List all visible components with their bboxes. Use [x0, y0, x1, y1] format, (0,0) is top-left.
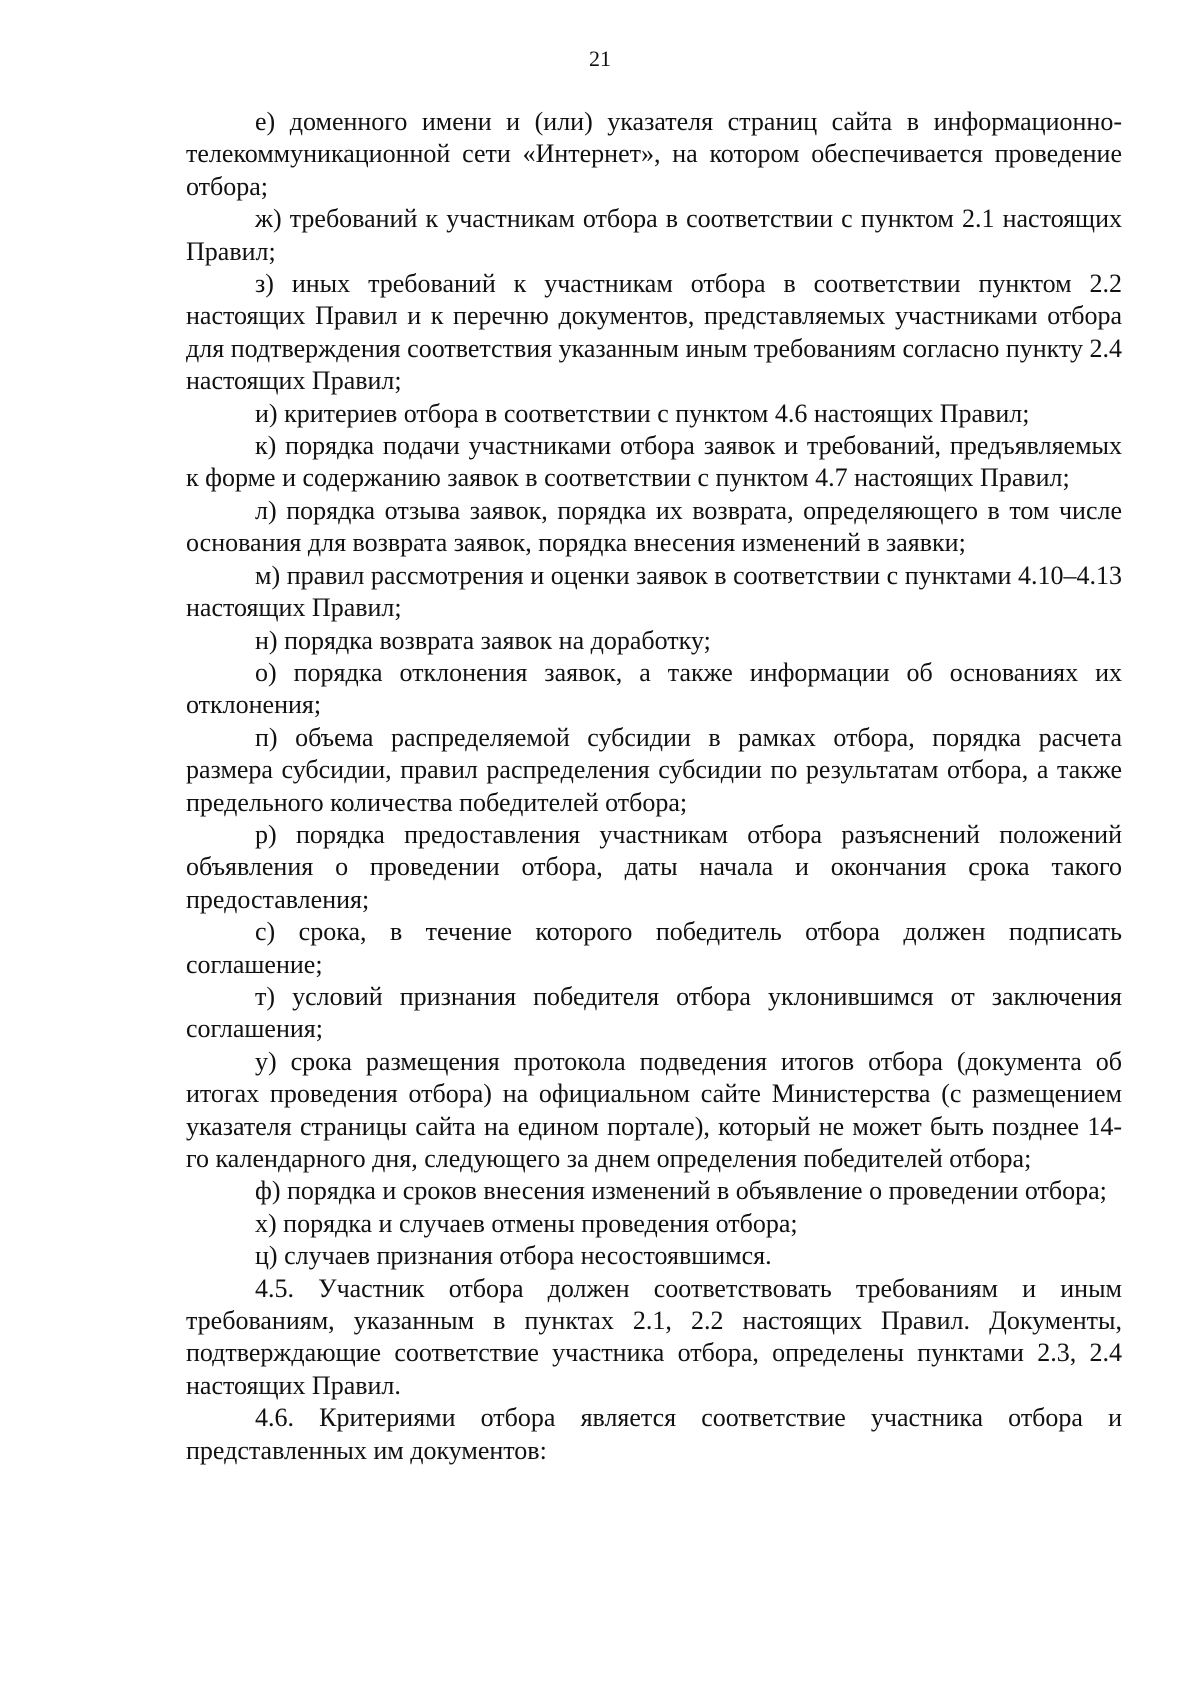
- paragraph-item-l: л) порядка отзыва заявок, порядка их возврата, определяющего в том числе основания для возврата заявок, порядка внесения изменений в заявки;: [186, 495, 1122, 558]
- paragraph-item-o: о) порядка отклонения заявок, а также информации об основаниях их отклонения;: [186, 657, 1122, 720]
- paragraph-item-n: н) порядка возврата заявок на доработку;: [255, 625, 711, 655]
- paragraph-clause-4-5: 4.5. Участник отбора должен соответствовать требованиям и иным требованиям, указанным в пунктах 2.1, 2.2 настоящих Правил. Документы, подтверждающие соответствие участника отбора, определены пунктами 2.3, 2.4 настоящих Правил.: [186, 1273, 1122, 1400]
- paragraph-item-e: е) доменного имени и (или) указателя страниц сайта в информационно-телекоммуникационной сети «Интернет», на котором обеспечивается проведение отбора;: [186, 107, 1122, 201]
- paragraph-item-zh: ж) требований к участникам отбора в соответствии с пунктом 2.1 настоящих Правил;: [186, 204, 1122, 266]
- paragraph-item-k: к) порядка подачи участниками отбора заявок и требований, предъявляемых к форме и содержанию заявок в соответствии с пунктом 4.7 настоящих Правил;: [186, 431, 1122, 493]
- page-number: 21: [589, 46, 611, 71]
- paragraph-item-p: п) объема распределяемой субсидии в рамках отбора, порядка расчета размера субсидии, правил распределения субсидии по результатам отбора, а также предельного количества победителей отбора;: [186, 722, 1122, 817]
- paragraph-item-ts: ц) случаев признания отбора несостоявшимся.: [255, 1241, 772, 1271]
- paragraph-item-r: р) порядка предоставления участникам отбора разъяснений положений объявления о проведении отбора, даты начала и окончания срока такого предоставления;: [186, 819, 1122, 914]
- paragraph-item-z: з) иных требований к участникам отбора в соответствии пунктом 2.2 настоящих Правил и к перечню документов, представляемых участниками отбора для подтверждения соответствия указанным иным требованиям согласно пункту 2.4 настоящих Правил;: [186, 269, 1122, 396]
- paragraph-item-m: м) правил рассмотрения и оценки заявок в соответствии с пунктами 4.10–4.13 настоящих Правил;: [186, 560, 1122, 623]
- paragraph-item-i: и) критериев отбора в соответствии с пунктом 4.6 настоящих Правил;: [255, 398, 1030, 428]
- document-body: [186, 106, 1122, 1467]
- paragraph-item-f: ф) порядка и сроков внесения изменений в объявление о проведении отбора;: [255, 1176, 1107, 1206]
- paragraph-clause-4-6: 4.6. Критериями отбора является соответствие участника отбора и представленных им документов:: [186, 1403, 1122, 1465]
- paragraph-item-kh: х) порядка и случаев отмены проведения отбора;: [255, 1208, 798, 1238]
- paragraph-item-s: с) срока, в течение которого победитель отбора должен подписать соглашение;: [186, 917, 1122, 979]
- paragraph-item-t: т) условий признания победителя отбора уклонившимся от заключения соглашения;: [186, 981, 1122, 1044]
- paragraph-item-u: у) срока размещения протокола подведения итогов отбора (документа об итогах проведения отбора) на официальном сайте Министерства (с размещением указателя страницы сайта на едином портале), который не может быть позднее 14-го календарного дня, следующего за днем определения победителей отбора;: [186, 1046, 1122, 1173]
